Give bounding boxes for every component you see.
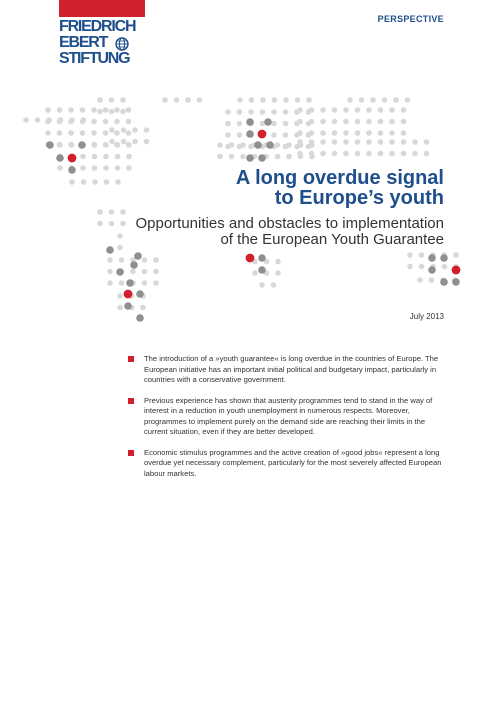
map-dot	[117, 293, 123, 299]
map-dot	[419, 264, 425, 270]
map-dot	[80, 107, 86, 113]
map-dot	[259, 282, 265, 288]
map-dot	[343, 130, 349, 136]
map-dot	[370, 97, 376, 103]
map-dot	[119, 257, 125, 263]
map-dot	[417, 277, 423, 283]
map-dot	[246, 130, 254, 138]
map-dot	[309, 130, 315, 136]
map-dot	[109, 139, 115, 145]
map-dot	[252, 270, 258, 276]
summary-bullets	[128, 354, 448, 489]
map-dot	[153, 257, 159, 263]
map-dot	[378, 139, 384, 145]
map-dot	[114, 119, 120, 125]
map-dot	[68, 154, 77, 163]
map-dot	[401, 119, 407, 125]
map-dot	[174, 97, 180, 103]
map-dot	[407, 264, 413, 270]
map-dot	[286, 142, 292, 148]
map-dot	[97, 209, 103, 215]
map-dot	[229, 142, 235, 148]
map-dot	[283, 132, 289, 138]
map-dot	[103, 130, 109, 136]
map-dot	[366, 119, 372, 125]
map-dot	[258, 154, 266, 162]
map-dot	[389, 107, 395, 113]
map-dot	[130, 269, 136, 275]
map-dot	[126, 107, 132, 113]
map-dot	[355, 107, 361, 113]
map-dot	[401, 107, 407, 113]
map-dot	[246, 254, 255, 263]
map-dot	[140, 305, 146, 311]
map-dot	[103, 142, 109, 148]
map-dot	[382, 97, 388, 103]
map-dot	[80, 119, 86, 125]
map-dot	[130, 261, 138, 269]
map-dot	[97, 97, 103, 103]
map-dot	[271, 121, 277, 127]
map-dot	[246, 154, 254, 162]
map-dot	[366, 130, 372, 136]
map-dot	[283, 121, 289, 127]
map-dot	[78, 141, 86, 149]
logo-line-1: FRIEDRICH	[59, 18, 136, 35]
map-dot	[355, 139, 361, 145]
map-dot	[185, 97, 191, 103]
map-dot	[332, 139, 338, 145]
map-dot	[197, 97, 203, 103]
map-dot	[297, 151, 303, 157]
map-dot	[309, 151, 315, 157]
map-dot	[153, 280, 159, 286]
map-dot	[103, 107, 109, 113]
map-dot	[258, 254, 266, 262]
map-dot	[366, 107, 372, 113]
map-dot	[97, 109, 103, 115]
map-dot	[401, 139, 407, 145]
map-dot	[237, 109, 243, 115]
map-dot	[359, 97, 365, 103]
map-dot	[266, 141, 274, 149]
map-dot	[429, 277, 435, 283]
map-dot	[275, 142, 281, 148]
map-dot	[68, 119, 74, 125]
map-dot	[355, 119, 361, 125]
map-dot	[162, 97, 168, 103]
map-dot	[107, 280, 113, 286]
map-dot	[115, 154, 121, 160]
map-dot	[389, 119, 395, 125]
map-dot	[57, 107, 63, 113]
map-dot	[295, 97, 301, 103]
globe-icon	[115, 37, 129, 51]
map-dot	[271, 109, 277, 115]
map-dot	[407, 252, 413, 258]
map-dot	[103, 154, 109, 160]
map-dot	[275, 259, 281, 265]
map-dot	[109, 109, 115, 115]
map-dot	[126, 130, 132, 136]
document-title	[44, 168, 444, 208]
map-dot	[254, 141, 262, 149]
map-dot	[264, 118, 272, 126]
map-dot	[343, 107, 349, 113]
map-dot	[68, 107, 74, 113]
map-dot	[103, 119, 109, 125]
map-dot	[46, 141, 54, 149]
map-dot	[121, 127, 127, 133]
map-dot	[119, 280, 125, 286]
map-dot	[237, 97, 243, 103]
map-dot	[240, 154, 246, 160]
map-dot	[309, 119, 315, 125]
document-subtitle	[44, 216, 444, 248]
map-dot	[297, 139, 303, 145]
fes-logo	[59, 0, 145, 70]
map-dot	[120, 97, 126, 103]
map-dot	[249, 97, 255, 103]
map-dot	[240, 142, 246, 148]
map-dot	[258, 130, 267, 139]
map-dot	[452, 278, 460, 286]
bullet-square-icon	[128, 356, 134, 362]
map-dot	[237, 132, 243, 138]
map-dot	[275, 270, 281, 276]
map-dot	[343, 119, 349, 125]
map-dot	[412, 151, 418, 157]
map-dot	[109, 97, 115, 103]
map-dot	[91, 130, 97, 136]
summary-bullet	[128, 354, 448, 386]
map-dot	[258, 266, 266, 274]
section-label: PERSPECTIVE	[377, 14, 444, 24]
map-dot	[309, 139, 315, 145]
map-dot	[57, 130, 63, 136]
map-dot	[109, 209, 115, 215]
map-dot	[91, 107, 97, 113]
map-dot	[126, 119, 132, 125]
map-dot	[343, 151, 349, 157]
map-dot	[389, 139, 395, 145]
map-dot	[45, 107, 51, 113]
bullet-text: Economic stimulus programmes and the active creation of »good jobs« represent a long overdue yet necessary complement, particularly for the most severely affected European labour markets.	[144, 447, 442, 478]
map-dot	[389, 130, 395, 136]
logo-line-2: EBERT	[59, 34, 108, 51]
map-dot	[332, 130, 338, 136]
map-dot	[246, 118, 254, 126]
map-dot	[225, 109, 231, 115]
map-dot	[107, 269, 113, 275]
map-dot	[393, 97, 399, 103]
summary-bullet	[128, 448, 448, 480]
map-dot	[91, 119, 97, 125]
map-dot	[109, 127, 115, 133]
map-dot	[142, 269, 148, 275]
map-dot	[57, 119, 63, 125]
map-dot	[320, 107, 326, 113]
map-dot	[117, 305, 123, 311]
map-dot	[428, 266, 436, 274]
map-dot	[134, 252, 142, 260]
map-dot	[92, 142, 98, 148]
map-dot	[132, 139, 138, 145]
map-dot	[332, 119, 338, 125]
map-dot	[378, 107, 384, 113]
map-dot	[68, 130, 74, 136]
map-dot	[153, 269, 159, 275]
map-dot	[124, 290, 133, 299]
map-dot	[80, 130, 86, 136]
map-dot	[320, 139, 326, 145]
map-dot	[217, 142, 223, 148]
map-dot	[124, 302, 132, 310]
bullet-text: The introduction of a »youth guarantee« is long overdue in the countries of Europe. The European initiative has an important initial political and budgetary impact, particularly in countries with a conservative government.	[144, 354, 439, 384]
map-dot	[275, 154, 281, 160]
map-dot	[248, 109, 254, 115]
map-dot	[442, 264, 448, 270]
map-dot	[120, 109, 126, 115]
map-dot	[272, 97, 278, 103]
map-dot	[229, 154, 235, 160]
map-dot	[115, 142, 121, 148]
map-dot	[120, 209, 126, 215]
map-dot	[144, 127, 150, 133]
map-dot	[355, 151, 361, 157]
map-dot	[453, 252, 459, 258]
map-dot	[452, 266, 461, 275]
map-dot	[320, 151, 326, 157]
map-dot	[271, 282, 277, 288]
map-dot	[45, 130, 51, 136]
map-dot	[355, 130, 361, 136]
bullet-square-icon	[128, 398, 134, 404]
map-dot	[136, 290, 144, 298]
map-dot	[142, 280, 148, 286]
map-dot	[237, 121, 243, 127]
map-dot	[440, 254, 448, 262]
map-dot	[428, 254, 436, 262]
map-dot	[419, 252, 425, 258]
map-dot	[286, 154, 292, 160]
logo-red-bar	[59, 0, 145, 17]
map-dot	[260, 97, 266, 103]
title-line-2: to Europe’s youth	[274, 187, 444, 209]
map-dot	[306, 97, 312, 103]
map-dot	[366, 151, 372, 157]
map-dot	[23, 117, 29, 123]
map-dot	[283, 97, 289, 103]
map-dot	[116, 268, 124, 276]
map-dot	[366, 139, 372, 145]
map-dot	[217, 154, 223, 160]
map-dot	[80, 154, 86, 160]
bullet-text: Previous experience has shown that austerity programmes tend to stand in the way of interest in a reduction in youth unemployment in numerous respects. Moreover, programmes to implement purely on the demand side are reaching their limits in the current situation, even if they are better developed.	[144, 395, 433, 436]
map-dot	[412, 139, 418, 145]
map-dot	[35, 117, 41, 123]
map-dot	[297, 107, 303, 113]
publication-date: July 2013	[409, 312, 444, 321]
map-dot	[271, 132, 277, 138]
map-dot	[297, 130, 303, 136]
bullet-square-icon	[128, 450, 134, 456]
map-dot	[121, 139, 127, 145]
map-dot	[347, 97, 353, 103]
map-dot	[378, 130, 384, 136]
map-dot	[440, 278, 448, 286]
map-dot	[107, 257, 113, 263]
map-dot	[309, 107, 315, 113]
map-dot	[332, 107, 338, 113]
map-dot	[45, 119, 51, 125]
map-dot	[424, 139, 430, 145]
map-dot	[142, 257, 148, 263]
map-dot	[297, 119, 303, 125]
map-dot	[378, 151, 384, 157]
summary-bullet	[128, 396, 448, 438]
map-dot	[343, 139, 349, 145]
map-dot	[126, 154, 132, 160]
map-dot	[389, 151, 395, 157]
map-dot	[320, 119, 326, 125]
map-dot	[225, 121, 231, 127]
map-dot	[132, 127, 138, 133]
map-dot	[405, 97, 411, 103]
map-dot	[283, 109, 289, 115]
map-dot	[401, 130, 407, 136]
map-dot	[378, 119, 384, 125]
subtitle-line-1: Opportunities and obstacles to implementation	[135, 215, 444, 232]
logo-line-3: STIFTUNG	[59, 50, 130, 67]
map-dot	[57, 142, 63, 148]
map-dot	[144, 139, 150, 145]
map-dot	[92, 154, 98, 160]
map-dot	[114, 130, 120, 136]
subtitle-line-2: of the European Youth Guarantee	[220, 231, 444, 248]
map-dot	[401, 151, 407, 157]
map-dot	[320, 130, 326, 136]
map-dot	[126, 279, 134, 287]
map-dot	[126, 142, 132, 148]
map-dot	[56, 154, 64, 162]
map-dot	[69, 142, 75, 148]
map-dot	[260, 109, 266, 115]
map-dot	[424, 151, 430, 157]
map-dot	[332, 151, 338, 157]
map-dot	[114, 107, 120, 113]
map-dot	[136, 314, 144, 322]
title-line-1: A long overdue signal	[235, 167, 444, 189]
map-dot	[225, 132, 231, 138]
